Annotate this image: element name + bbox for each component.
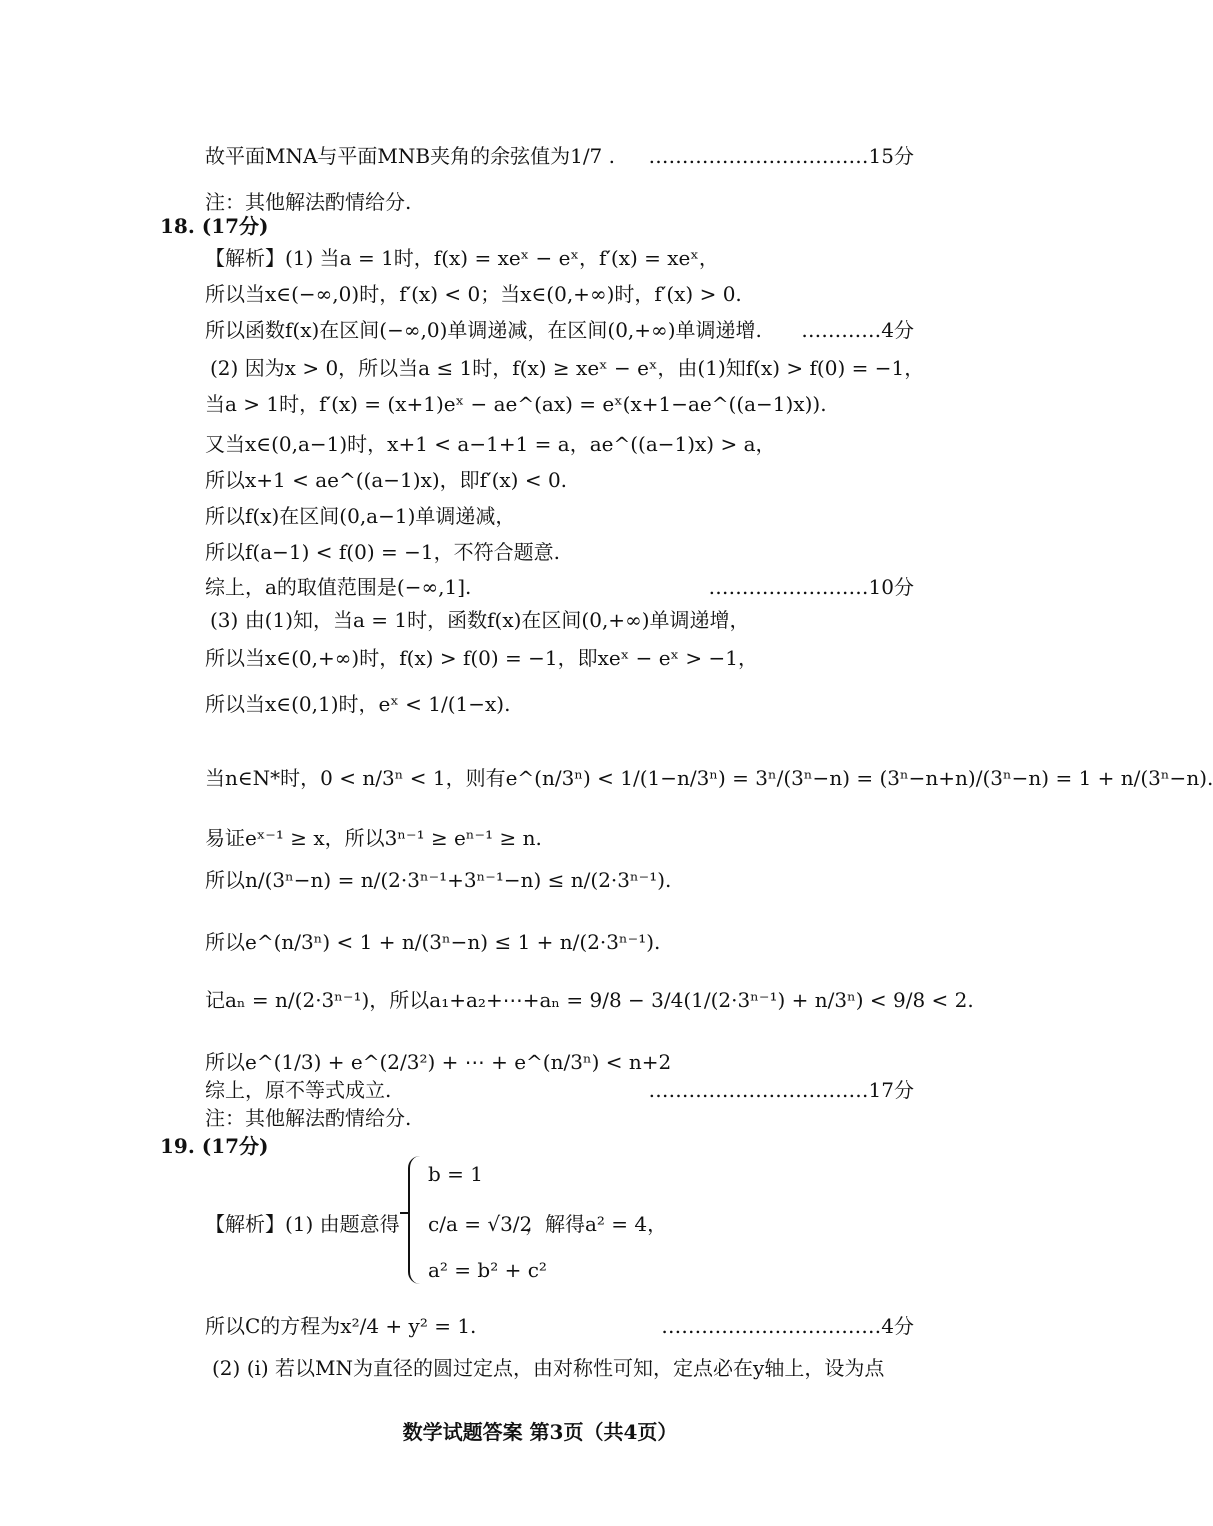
score-marker: ……………………………15分: [648, 144, 914, 168]
line-text: 所以f(a−1) < f(0) = −1，不符合题意.: [205, 540, 560, 564]
line-text: 综上，a的取值范围是(−∞,1].: [205, 575, 472, 599]
line-text: (2) 因为x > 0，所以当a ≤ 1时，f(x) ≥ xeˣ − eˣ，由(1)知f(x) > f(0) = −1，: [210, 356, 925, 380]
equation-text: b = 1: [428, 1162, 483, 1186]
equation-text: a² = b² + c²: [428, 1258, 547, 1282]
question-number: 19. (17分): [160, 1134, 269, 1158]
line-text: 易证eˣ⁻¹ ≥ x，所以3ⁿ⁻¹ ≥ eⁿ⁻¹ ≥ n.: [205, 826, 542, 850]
line-text: 综上，原不等式成立.: [205, 1078, 392, 1102]
footer-text: 数学试题答案 第3页（共4页）: [402, 1420, 678, 1444]
line-text: 所以当x∈(0,1)时，eˣ < 1/(1−x).: [205, 692, 511, 716]
line-text: 所以n/(3ⁿ−n) = n/(2·3ⁿ⁻¹+3ⁿ⁻¹−n) ≤ n/(2·3ⁿ⁻¹).: [205, 868, 672, 892]
line-text: 所以当x∈(−∞,0)时，f′(x) < 0；当x∈(0,+∞)时，f′(x) > 0.: [205, 282, 742, 306]
line-text: 当n∈N*时，0 < n/3ⁿ < 1，则有e^(n/3ⁿ) < 1/(1−n/3ⁿ) = 3ⁿ/(3ⁿ−n) = (3ⁿ−n+n)/(3ⁿ−n) = 1 + n/(3ⁿ−n).: [205, 766, 1213, 790]
line-text-after-system: ，解得a² = 4，: [525, 1212, 668, 1236]
question-number: 18. (17分): [160, 214, 269, 238]
line-text: 所以e^(1/3) + e^(2/3²) + ⋯ + e^(n/3ⁿ) < n+2: [205, 1050, 672, 1074]
line-text: 记aₙ = n/(2·3ⁿ⁻¹)，所以a₁+a₂+⋯+aₙ = 9/8 − 3/4(1/(2·3ⁿ⁻¹) + n/3ⁿ) < 9/8 < 2.: [205, 988, 974, 1012]
line-text: 所以e^(n/3ⁿ) < 1 + n/(3ⁿ−n) ≤ 1 + n/(2·3ⁿ⁻¹).: [205, 930, 661, 954]
score-marker: ……………………10分: [708, 575, 914, 599]
line-text: 所以函数f(x)在区间(−∞,0)单调递减，在区间(0,+∞)单调递增.: [205, 318, 762, 342]
score-marker: ……………………………17分: [648, 1078, 914, 1102]
line-text: 所以当x∈(0,+∞)时，f(x) > f(0) = −1，即xeˣ − eˣ > −1，: [205, 646, 758, 670]
line-text: (3) 由(1)知，当a = 1时，函数f(x)在区间(0,+∞)单调递增，: [210, 608, 750, 632]
line-text: 所以C的方程为x²/4 + y² = 1.: [205, 1314, 477, 1338]
note-text: 注：其他解法酌情给分.: [205, 1106, 412, 1130]
line-text: 【解析】(1) 当a = 1时，f(x) = xeˣ − eˣ，f′(x) = xeˣ，: [205, 246, 719, 270]
line-text: 【解析】(1) 由题意得: [205, 1212, 400, 1236]
line-text: (2) (i) 若以MN为直径的圆过定点，由对称性可知，定点必在y轴上，设为点: [212, 1356, 885, 1380]
equation-text: c/a = √3/2: [428, 1212, 533, 1236]
score-marker: …………4分: [801, 318, 914, 342]
score-marker: ……………………………4分: [661, 1314, 914, 1338]
page-footer: [0, 1418, 1080, 1446]
line-text: 所以x+1 < ae^((a−1)x)，即f′(x) < 0.: [205, 468, 568, 492]
equation-system-brace: [408, 1156, 424, 1284]
note-text: 注：其他解法酌情给分.: [205, 190, 412, 214]
line-text: 又当x∈(0,a−1)时，x+1 < a−1+1 = a，ae^((a−1)x) > a，: [205, 432, 776, 456]
line-text: 当a > 1时，f′(x) = (x+1)eˣ − ae^(ax) = eˣ(x+1−ae^((a−1)x)).: [205, 392, 827, 416]
equation-system-brace-tip: [400, 1212, 410, 1214]
line-text: 故平面MNA与平面MNB夹角的余弦值为1/7 .: [205, 144, 615, 168]
line-text: 所以f(x)在区间(0,a−1)单调递减，: [205, 504, 516, 528]
